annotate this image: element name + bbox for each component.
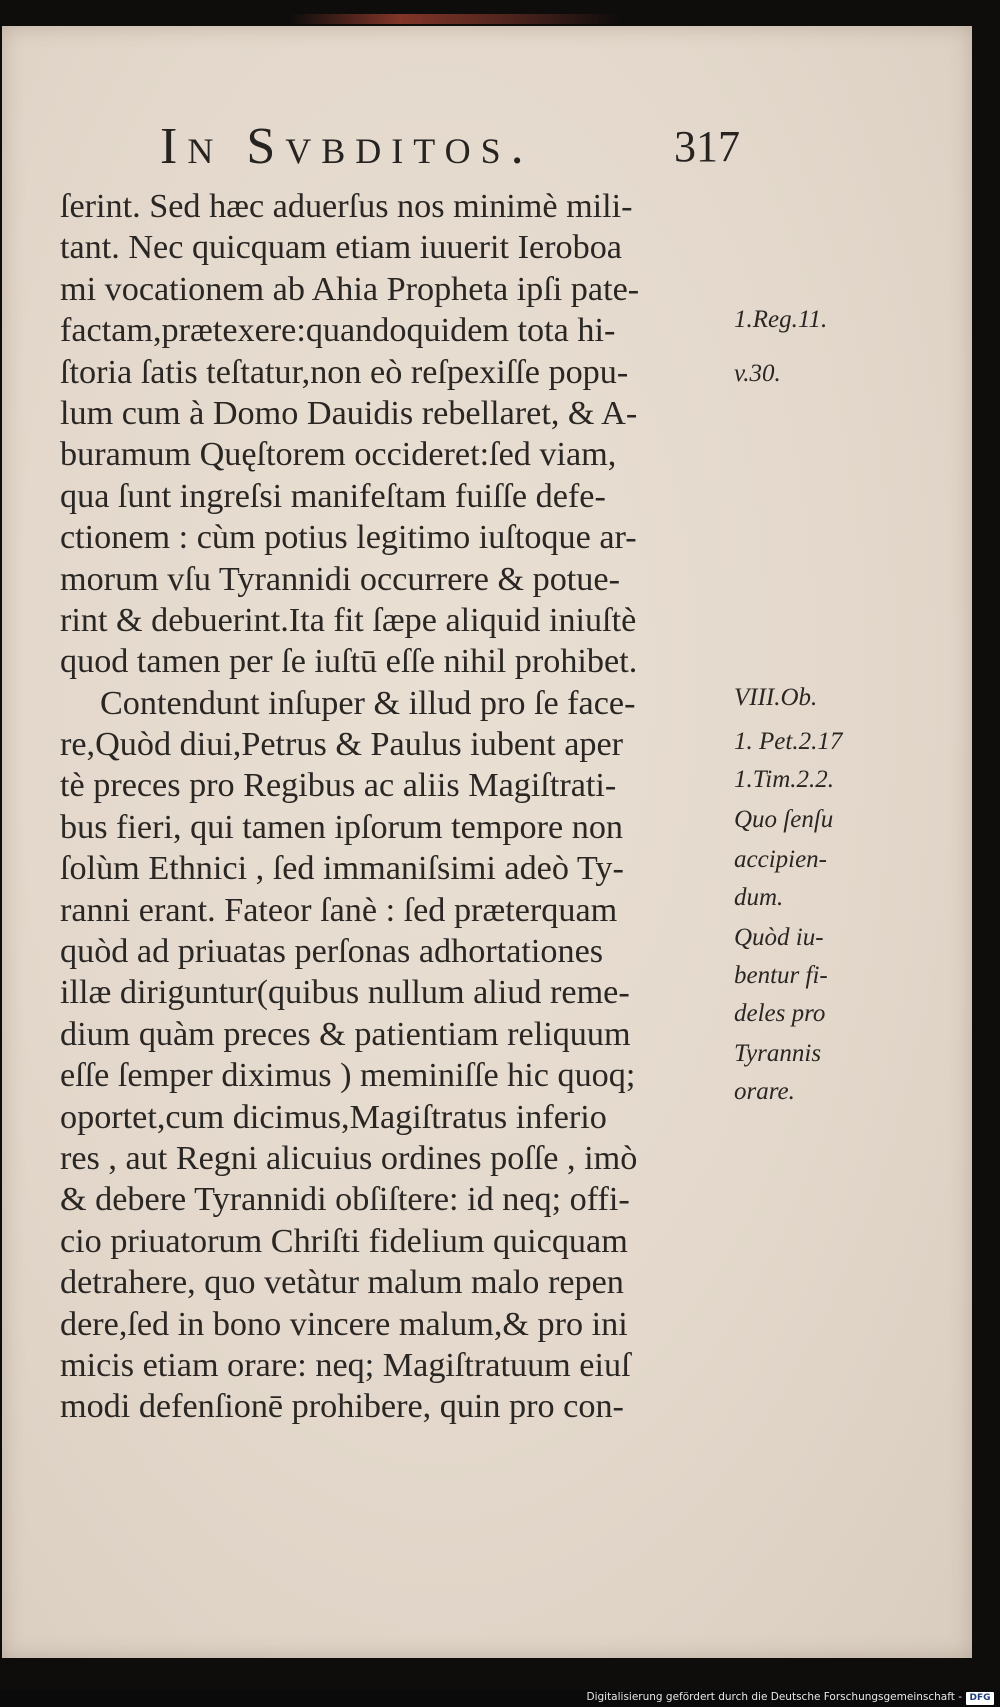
text-line: quòd ad priuatas perſonas adhortationes [60, 933, 604, 971]
marginal-note: Tyrannis [734, 1040, 822, 1067]
marginal-note: 1.Reg.11. [734, 306, 828, 333]
page-number: 317 [674, 122, 740, 171]
marginal-note: accipien- [734, 846, 828, 873]
text-line: ſtoria ſatis teſtatur,non eò reſpexiſſe popu- [60, 353, 629, 391]
text-line: oportet,cum dicimus,Magiſtratus inferio [60, 1098, 607, 1136]
text-line: detrahere, quo vetàtur malum malo repen [60, 1264, 624, 1302]
body-text [60, 186, 730, 1428]
text-line: ſolùm Ethnici , ſed immaniſsimi adeò Ty- [60, 850, 624, 888]
text-line: morum vſu Tyrannidi occurrere & potue- [60, 560, 620, 598]
text-line: ctionem : cùm potius legitimo iuſtoque ar- [60, 519, 637, 557]
text-line: modi defenſionē prohibere, quin pro con- [60, 1388, 624, 1426]
page-header [160, 112, 740, 182]
marginal-note: v.30. [734, 360, 781, 387]
text-line: dere,ſed in bono vincere malum,& pro ini [60, 1305, 628, 1343]
text-line: ſerint. Sed hæc aduerſus nos minimè mili- [60, 188, 633, 225]
text-line: lum cum à Domo Dauidis rebellaret, & A- [60, 394, 638, 432]
marginal-note: VIII.Ob. [734, 684, 818, 711]
marginal-note: Quo ſenſu [734, 806, 834, 833]
marginal-note: 1.Tim.2.2. [734, 766, 835, 793]
marginal-note: dum. [734, 884, 784, 911]
marginal-note: Quòd iu- [734, 924, 824, 951]
marginal-note: deles pro [734, 1000, 826, 1027]
text-line: tè preces pro Regibus ac aliis Magiſtrati- [60, 767, 617, 805]
text-line: & debere Tyrannidi obſiſtere: id neq; offi- [60, 1181, 630, 1219]
running-head: In Svbditos. [160, 118, 534, 175]
text-line-paragraph-start: Contendunt inſuper & illud pro ſe face- [100, 684, 636, 722]
text-line: tant. Nec quicquam etiam iuuerit Ieroboa [60, 229, 622, 267]
text-line: re,Quòd diui,Petrus & Paulus iubent aper [60, 726, 624, 764]
text-line: micis etiam orare: neq; Magiſtratuum eiuſ [60, 1346, 631, 1384]
text-line: mi vocationem ab Ahia Propheta ipſi pate- [60, 270, 640, 308]
text-line: qua ſunt ingreſsi manifeſtam fuiſſe defe- [60, 477, 606, 515]
marginal-note: bentur fi- [734, 962, 828, 989]
text-line: rint & debuerint.Ita fit ſæpe aliquid iniuſtè [60, 601, 637, 639]
text-line: buramum Quęſtorem occideret:ſed viam, [60, 436, 617, 474]
marginal-note: orare. [734, 1078, 795, 1105]
text-line: factam,prætexere:quandoquidem tota hi- [60, 312, 616, 350]
text-line: cio priuatorum Chriſti fidelium quicquam [60, 1222, 628, 1260]
text-line: illæ diriguntur(quibus nullum aliud reme- [60, 974, 630, 1012]
text-line: ranni erant. Fateor ſanè : ſed præterquam [60, 891, 618, 929]
digitization-credit: Digitalisierung gefördert durch die Deutsche Forschungsgemeinschaft - [586, 1691, 962, 1703]
text-line: quod tamen per ſe iuſtū eſſe nihil prohibet. [60, 643, 638, 681]
marginal-note: 1. Pet.2.17 [734, 728, 843, 755]
text-line: bus fieri, qui tamen ipſorum tempore non [60, 808, 624, 846]
top-edge-stain [290, 14, 620, 24]
dfg-logo: DFG [966, 1692, 994, 1705]
text-line: dium quàm preces & patientiam reliquum [60, 1015, 631, 1053]
text-line: eſſe ſemper diximus ) meminiſſe hic quoq; [60, 1057, 636, 1095]
text-line: res , aut Regni alicuius ordines poſſe , imò [60, 1139, 638, 1177]
